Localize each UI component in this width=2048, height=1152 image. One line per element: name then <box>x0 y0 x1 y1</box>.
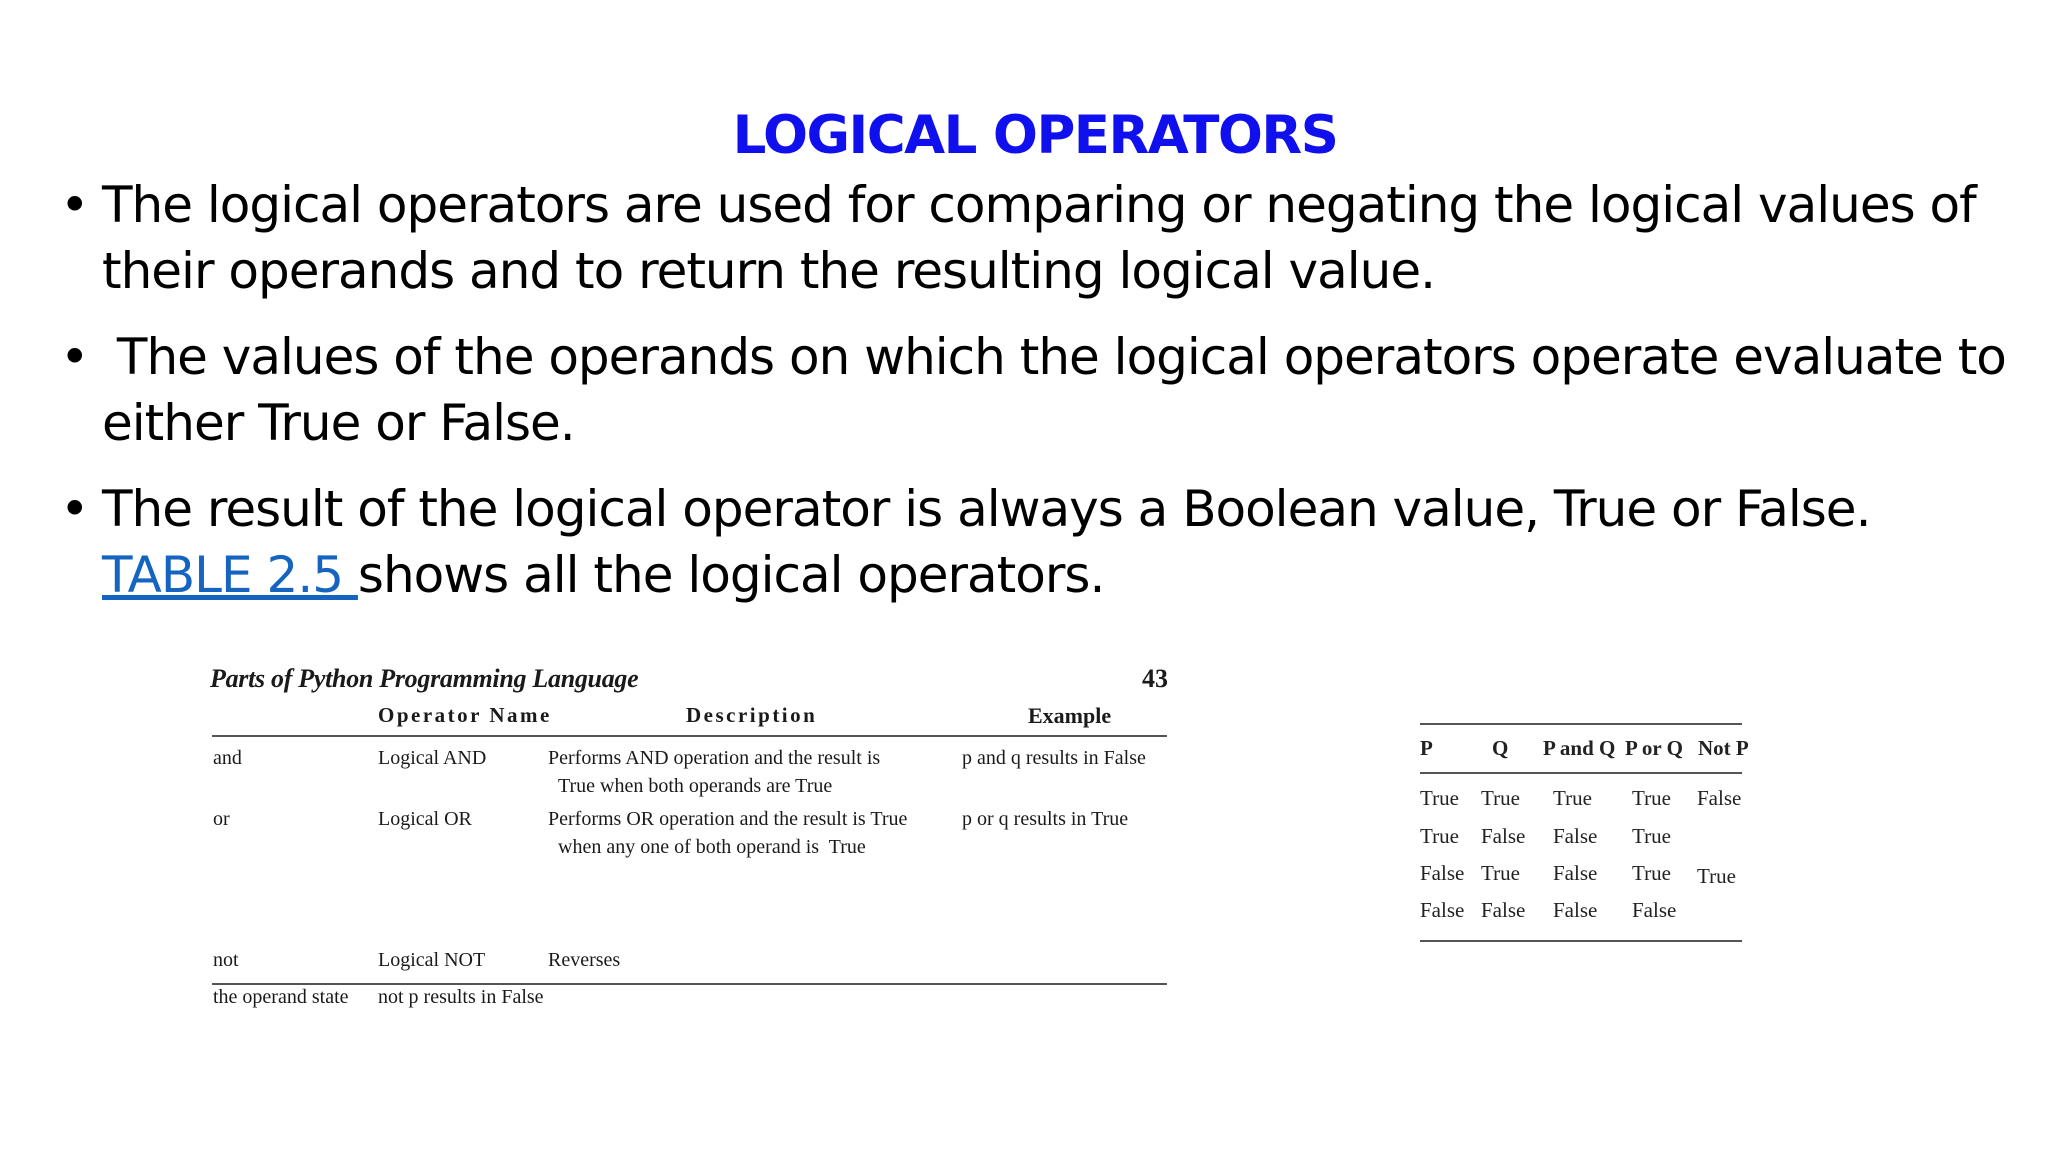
book-page-number: 43 <box>1142 664 1168 693</box>
truth-cell: False <box>1553 824 1598 848</box>
row-and-name: Logical AND <box>378 747 487 769</box>
truth-header-p: P <box>1420 736 1433 760</box>
truth-cell: False <box>1481 898 1526 922</box>
table-bottom-rule <box>212 983 1167 985</box>
truth-cell: True <box>1697 864 1736 888</box>
truth-header-not-p: Not P <box>1698 736 1749 760</box>
bullet-item <box>60 324 2045 456</box>
truth-cell: True <box>1632 786 1671 810</box>
bullet-item <box>60 476 2045 608</box>
row-or-name: Logical OR <box>378 808 472 830</box>
bullet-item <box>60 172 2045 304</box>
row-or-example: p or q results in True <box>962 808 1129 830</box>
row-and-example: p and q results in False <box>962 747 1146 769</box>
truth-table-header-rule <box>1420 772 1742 774</box>
truth-cell: True <box>1420 824 1459 848</box>
column-header-description: Description <box>686 703 818 727</box>
table-top-rule <box>212 735 1167 737</box>
truth-cell: True <box>1632 861 1671 885</box>
bullet-text: The result of the logical operator is always a Boolean value, True or False. <box>102 480 1871 538</box>
bullet-list <box>60 172 2045 628</box>
truth-header-p-or-q: P or Q <box>1625 736 1683 760</box>
row-and-operator: and <box>213 747 242 769</box>
column-header-operator-name: Operator Name <box>378 703 552 727</box>
bullet-dot: • <box>60 176 89 234</box>
row-or-description-line2: when any one of both operand is True <box>558 836 866 858</box>
column-header-example: Example <box>1028 703 1112 728</box>
row-and-description-line1: Performs AND operation and the result is <box>548 747 881 769</box>
bullet-text: The logical operators are used for comparing or negating the logical values of their operands and to return the resulting logical value. <box>102 176 1976 300</box>
footer-not-example: not p results in False <box>378 986 544 1008</box>
truth-cell: False <box>1420 861 1465 885</box>
bullet-dot: • <box>60 480 89 538</box>
truth-cell: False <box>1632 898 1677 922</box>
truth-cell: False <box>1420 898 1465 922</box>
bullet-text: The values of the operands on which the logical operators operate evaluate to either True or False. <box>102 328 2021 452</box>
bullet-dot: • <box>60 328 89 386</box>
footer-operand-state: the operand state <box>213 986 349 1008</box>
row-not-operator: not <box>213 949 239 971</box>
slide-title: LOGICAL OPERATORS <box>732 105 1338 166</box>
truth-cell: True <box>1553 786 1592 810</box>
truth-cell: False <box>1481 824 1526 848</box>
truth-cell: False <box>1697 786 1742 810</box>
truth-cell: True <box>1420 786 1459 810</box>
truth-cell: True <box>1632 824 1671 848</box>
truth-cell: True <box>1481 861 1520 885</box>
truth-cell: False <box>1553 898 1598 922</box>
row-and-description-line2: True when both operands are True <box>558 775 833 797</box>
table-2-5-link[interactable]: TABLE 2.5 <box>102 546 358 604</box>
truth-table-bottom-rule <box>1420 940 1742 942</box>
row-not-description: Reverses <box>548 949 621 971</box>
truth-cell: False <box>1553 861 1598 885</box>
bullet-text-after-link: shows all the logical operators. <box>357 546 1105 604</box>
truth-table-top-rule <box>1420 723 1742 725</box>
row-not-name: Logical NOT <box>378 949 486 971</box>
truth-header-q: Q <box>1492 736 1509 760</box>
book-page-header: Parts of Python Programming Language <box>210 664 639 693</box>
row-or-operator: or <box>213 808 230 830</box>
row-or-description-line1: Performs OR operation and the result is True <box>548 808 908 830</box>
truth-header-p-and-q: P and Q <box>1543 736 1616 760</box>
truth-cell: True <box>1481 786 1520 810</box>
